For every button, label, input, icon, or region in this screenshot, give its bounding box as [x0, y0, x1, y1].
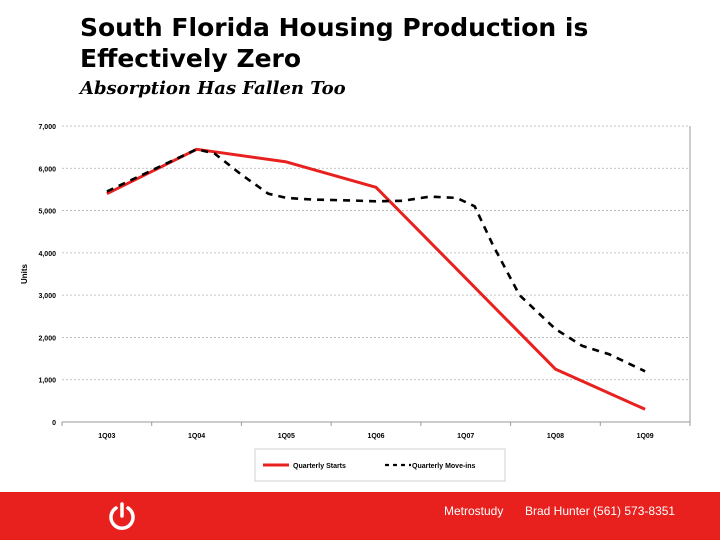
x-tick-label: 1Q07 [457, 433, 475, 440]
y-tick-label: 0 [52, 420, 56, 427]
x-tick-label: 1Q05 [277, 433, 295, 440]
y-tick-label: 7,000 [38, 124, 56, 131]
x-tick-label: 1Q08 [546, 433, 564, 440]
footer-company: Metrostudy [444, 504, 504, 518]
y-tick-label: 5,000 [38, 208, 56, 216]
gridlines [62, 126, 690, 380]
legend-label: Quarterly Move-ins [412, 463, 476, 470]
footer-contact: Brad Hunter (561) 573-8351 [525, 504, 676, 518]
line-chart [0, 112, 720, 484]
y-axis-label: Units [20, 264, 29, 284]
y-tick-label: 4,000 [38, 250, 56, 258]
y-tick-label: 2,000 [38, 335, 56, 343]
slide-title: South Florida Housing Production is Effectively Zero [80, 13, 589, 73]
y-axis [38, 124, 56, 427]
y-tick-label: 1,000 [38, 377, 56, 385]
x-tick-label: 1Q03 [98, 433, 116, 440]
x-axis [62, 126, 690, 440]
slide-subtitle: Absorption Has Fallen Too [80, 78, 346, 99]
legend [255, 449, 505, 481]
footer-bar [0, 492, 720, 540]
power-icon [106, 500, 138, 532]
y-tick-label: 3,000 [38, 293, 56, 301]
y-tick-label: 6,000 [38, 166, 56, 174]
series-lines [107, 149, 645, 409]
series-line-2 [107, 149, 645, 371]
x-tick-label: 1Q06 [367, 433, 385, 440]
legend-label: Quarterly Starts [293, 463, 346, 470]
series-line-1 [107, 149, 645, 409]
x-tick-label: 1Q09 [636, 433, 654, 440]
x-tick-label: 1Q04 [188, 433, 206, 440]
